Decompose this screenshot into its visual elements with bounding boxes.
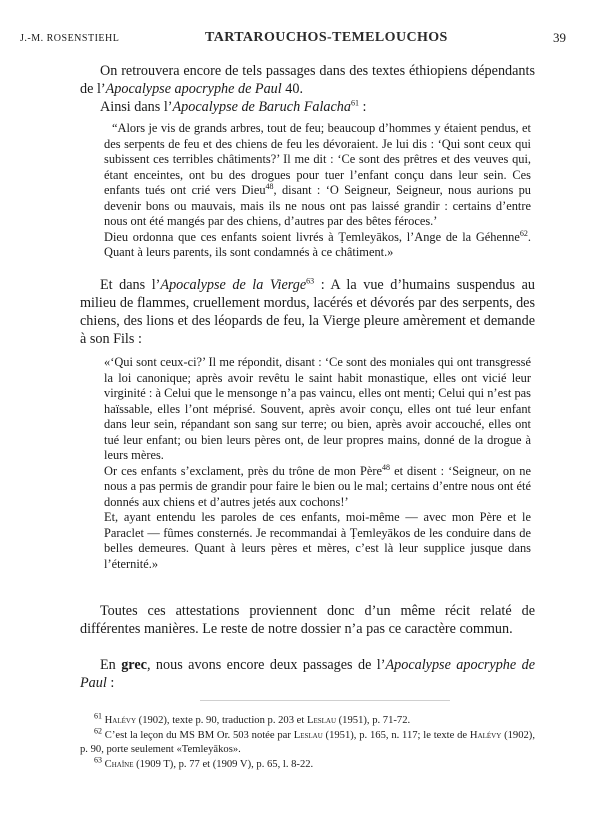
footnote-num: 63 bbox=[94, 754, 102, 764]
footnote-author: Leslau bbox=[293, 729, 323, 741]
p3-text-end: : A la vue d’humains suspendus au milieu de flammes, cruellement mordus, lacérés et dévorés par des serpents, des chiens, des lions et des léopards de feu, la Vierge pleure amèrement et demande à son Fils : bbox=[80, 277, 536, 347]
p5-text: En bbox=[100, 657, 122, 673]
footnote-author: Chaîne bbox=[104, 758, 134, 770]
quote2-text-c: Et, ayant entendu les paroles de ces enfants, moi-même — avec mon Père et le Paraclet — fûmes consternés. Je recommandai à Ṭemleyākos de les conduire dans de belles demeures. Quant à leurs pères et mères, c’est là leur supplice jusque dans l’éternité.» bbox=[104, 510, 531, 571]
footnote-ref: 48 bbox=[382, 462, 391, 472]
p5-bold: grec bbox=[121, 657, 147, 673]
p4-text: Toutes ces attestations proviennent donc d’un même récit relaté de différentes manières. Le reste de notre dossier n’a pas ce caractère commun. bbox=[80, 603, 535, 637]
footnote-text: (1909 T), p. 77 et (1909 V), p. 65, l. 8-22. bbox=[133, 758, 314, 770]
p2-text-end: : bbox=[359, 99, 367, 115]
running-header bbox=[20, 30, 566, 48]
footnote-text: (1902), p. 90, porte seulement «Temleyākos». bbox=[80, 729, 535, 755]
p1-text: On retrouvera encore de tels passages dans des textes éthiopiens dépendants de l’ bbox=[80, 63, 535, 97]
footnote-ref: 61 bbox=[351, 98, 359, 108]
p5-title-italic: Apocalypse apocryphe de Paul bbox=[80, 657, 536, 691]
quote1-text-c: Dieu ordonna que ces enfants soient livrés à Ṭemleyākos, l’Ange de la Géhenne bbox=[104, 229, 520, 244]
footnote-text: (1951), p. 165, n. 117; le texte de bbox=[322, 729, 470, 741]
quote1-text-b: , disant : ‘O Seigneur, Seigneur, nous aurions pu devenir bons ou mauvais, mais ils ne nous ont pas laissé grandir : certains d’entre nous ont été mangés par des chiens, d’autres par des bêtes féroces.’ bbox=[104, 183, 532, 228]
footnote-61 bbox=[80, 711, 535, 729]
footnotes bbox=[80, 711, 535, 772]
p1-text-end: 40. bbox=[281, 81, 303, 97]
footnote-63 bbox=[80, 754, 535, 773]
footnote-num: 61 bbox=[94, 711, 102, 721]
p2-text: Ainsi dans l’ bbox=[100, 99, 173, 115]
quote-vierge bbox=[104, 355, 531, 572]
footnote-author: Halévy bbox=[469, 729, 502, 741]
footnote-62 bbox=[80, 725, 535, 758]
footnote-ref: 62 bbox=[519, 228, 528, 238]
footnote-num: 62 bbox=[94, 725, 102, 735]
divider bbox=[200, 700, 450, 701]
paragraph-3 bbox=[80, 276, 535, 348]
footnote-text: (1902), texte p. 90, traduction p. 203 et bbox=[136, 715, 307, 726]
quote2-text-a: «‘Qui sont ceux-ci?’ Il me répondit, disant : ‘Ce sont des moniales qui ont transgressé la loi canonique; après avoir revêtu le saint habit monastique, elles ont vicié leur virginité : à Celui que le mensonge n’a pas vaincu, elles ont menti; Celui qui n’est pas haïssable, elles l’ont méprisé. Souvent, après avoir conçu, elles ont tué leur enfant dans leur sein, répandant son sang sur terre; ou bien, après avoir accouché, elles ont tué leur enfant; ou bien leurs pères ont, de leur propres mains, donné de la drogue à leurs mères. bbox=[104, 355, 531, 462]
paragraph-1 bbox=[80, 62, 535, 116]
p5-text-mid: , nous avons encore deux passages de l’ bbox=[146, 657, 386, 673]
p1-title-italic: Apocalypse apocryphe de Paul bbox=[105, 81, 282, 97]
header-title: TARTAROUCHOS-TEMELOUCHOS bbox=[205, 30, 448, 45]
footnote-author: Halévy bbox=[104, 715, 137, 726]
footnote-ref: 48 bbox=[265, 181, 274, 191]
quote2-text-b2: et disent : ‘Seigneur, on ne nous a pas permis de grandir pour faire le bien ou le mal; certains d’entre nous ont été donnés aux chiens et d’autres jetés aux cochons!’ bbox=[104, 463, 531, 509]
quote1-text-a: “Alors je vis de grands arbres, tout de feu; beaucoup d’hommes y étaient pendus, et des serpents de feu et des chiens de feu les dévoraient. Je lui dis : ‘Qui sont ceux qui subissent ces terribles châtiments?’ Il me dit : ‘Ce sont des prêtres et des veuves qui, étant enceintes, ont bu des drogues pour tuer l’enfant conçu dans leur sein. Ces enfants tués ont crié vers Dieu bbox=[104, 121, 531, 197]
paragraph-5 bbox=[80, 656, 535, 692]
page-number: 39 bbox=[553, 30, 566, 45]
p2-title-italic: Apocalypse de Baruch Falacha bbox=[172, 99, 351, 115]
paragraph-4 bbox=[80, 602, 535, 638]
footnote-author: Leslau bbox=[306, 715, 336, 726]
header-author: J.-M. ROSENSTIEHL bbox=[20, 33, 120, 44]
p3-title-italic: Apocalypse de la Vierge bbox=[160, 277, 307, 293]
quote1-text-d: . Quant à leurs parents, ils sont condamnés à ce châtiment.» bbox=[104, 229, 531, 259]
p3-text: Et dans l’ bbox=[100, 277, 161, 293]
quote2-text-b1: Or ces enfants s’exclament, près du trône de mon Père bbox=[104, 463, 383, 478]
p5-text-end: : bbox=[106, 675, 115, 691]
footnote-text: C’est la leçon du MS BM Or. 503 notée par bbox=[102, 729, 294, 741]
footnote-ref: 63 bbox=[306, 276, 315, 286]
quote-baruch bbox=[104, 121, 531, 261]
footnote-text: (1951), p. 71-72. bbox=[336, 715, 411, 726]
